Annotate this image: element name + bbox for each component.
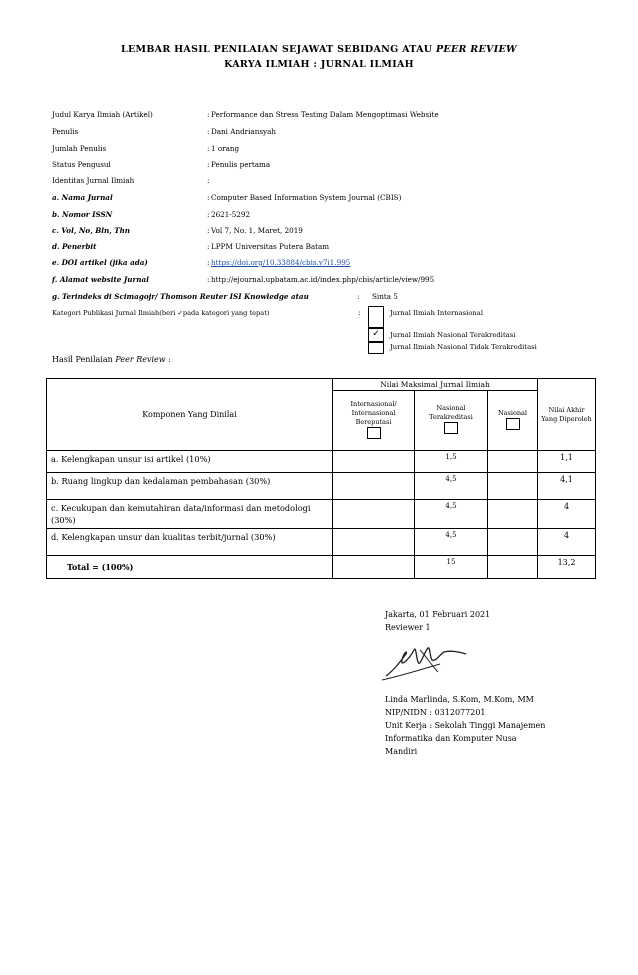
info-label: g. Terindeks di Scimagojr/ Thomson Reuter ISI Knowledge atau (52, 292, 309, 301)
kategori-sep: : (358, 308, 361, 317)
info-label: b. Nomor ISSN (52, 210, 113, 219)
signature-unit-3: Mandiri (385, 747, 418, 756)
kategori-option-0: Jurnal Ilmiah Internasional (390, 309, 484, 317)
kategori-label: Kategori Publikasi Jurnal Ilmiah(beri ✓pada kategori yang tepat) (52, 309, 270, 317)
info-value: Performance dan Stress Testing Dalam Mengoptimasi Website (211, 110, 439, 119)
nasional-cell (488, 451, 538, 473)
info-label: f. Alamat website Jurnal (52, 275, 149, 284)
total-nasional (488, 556, 538, 579)
info-label: Status Pengusul (52, 160, 111, 169)
nas-akred-header: Nasional Terakreditasi (415, 391, 488, 451)
table-body (47, 451, 596, 556)
info-sep: : (207, 110, 210, 119)
info-value: Dani Andriansyah (211, 127, 276, 136)
title-line1: LEMBAR HASIL PENILAIAN SEJAWAT SEBIDANG ATAU (121, 44, 436, 55)
internasional-cell (333, 529, 415, 556)
table-total-row (47, 556, 596, 579)
table-row (47, 451, 596, 473)
akhir-cell: 4 (538, 500, 596, 529)
document-subtitle: KARYA ILMIAH : JURNAL ILMIAH (224, 59, 414, 70)
info-sep: : (357, 292, 360, 301)
info-sep: : (207, 176, 210, 185)
info-label: Judul Karya Ilmiah (Artikel) (52, 110, 153, 119)
total-internasional (333, 556, 415, 579)
signature-image (380, 640, 475, 685)
info-sep: : (207, 144, 210, 153)
info-label: e. DOI artikel (jika ada) (52, 258, 148, 267)
info-sep: : (207, 242, 210, 251)
nas-akred-checkbox[interactable] (444, 422, 458, 434)
internasional-cell (333, 500, 415, 529)
hasil-heading: Hasil Penilaian Peer Review : (52, 355, 171, 364)
info-value: http://ejournal.upbatam.ac.id/index.php/cbis/article/view/995 (211, 275, 435, 284)
signature-place-date: Jakarta, 01 Februari 2021 (385, 610, 491, 619)
info-value: 1 orang (211, 144, 240, 153)
info-value: Vol 7, No. 1, Maret, 2019 (211, 226, 303, 235)
document-title (0, 44, 638, 55)
signature-name: Linda Marlinda, S.Kom, M.Kom, MM (385, 695, 534, 704)
info-label: c. Vol, No, Bln, Thn (52, 226, 131, 235)
info-label: Identitas Jurnal Ilmiah (52, 176, 135, 185)
akhir-cell: 1,1 (538, 451, 596, 473)
info-sep: : (207, 160, 210, 169)
info-value: Computer Based Information System Journal (CBIS) (211, 193, 402, 202)
internasional-cell (333, 473, 415, 500)
info-label: Penulis (52, 127, 79, 136)
review-table (46, 378, 596, 579)
kategori-option-2: Jurnal Ilmiah Nasional Tidak Terakreditasi (390, 343, 537, 351)
signature-unit-2: Informatika dan Komputer Nusa (385, 734, 517, 743)
akhir-cell: 4 (538, 529, 596, 556)
nas-akred-cell: 1,5 (415, 451, 488, 473)
akhir-cell: 4,1 (538, 473, 596, 500)
nasional-cell (488, 529, 538, 556)
info-sep: : (207, 127, 210, 136)
doi-link[interactable]: https://doi.org/10.33884/cbis.v7i1.995 (211, 258, 351, 267)
komponen-header: Komponen Yang Dinilai (47, 379, 333, 451)
nilai-maks-header: Nilai Maksimal Jurnal Ilmiah (333, 379, 538, 391)
info-value: Sinta 5 (372, 292, 398, 301)
info-value (211, 258, 350, 268)
total-label: Total = (100%) (47, 556, 333, 579)
info-sep: : (207, 226, 210, 235)
nasional-cell (488, 473, 538, 500)
internasional-cell (333, 451, 415, 473)
internasional-header: Internasional/ Internasional Bereputasi (333, 391, 415, 451)
komponen-cell: a. Kelengkapan unsur isi artikel (10%) (47, 451, 333, 473)
title-line1-italic: PEER REVIEW (435, 44, 517, 55)
nasional-header: Nasional (488, 391, 538, 451)
info-sep: : (207, 210, 210, 219)
nilai-akhir-header: Nilai Akhir Yang Diperoleh (538, 379, 596, 451)
kategori-option-1: Jurnal Ilmiah Nasional Terakreditasi (390, 331, 516, 339)
internasional-checkbox[interactable] (367, 427, 381, 439)
table-row (47, 473, 596, 500)
nasional-cell (488, 500, 538, 529)
nasional-checkbox[interactable] (506, 418, 520, 430)
total-akhir: 13,2 (538, 556, 596, 579)
total-nas-akred: 15 (415, 556, 488, 579)
kategori-checkbox-2[interactable] (368, 342, 384, 354)
komponen-cell: d. Kelengkapan unsur dan kualitas terbit/jurnal (30%) (47, 529, 333, 556)
info-value: Penulis pertama (211, 160, 271, 169)
info-sep: : (207, 275, 210, 284)
table-row (47, 529, 596, 556)
info-value: LPPM Universitas Putera Batam (211, 242, 330, 251)
info-sep: : (207, 193, 210, 202)
kategori-checkbox-0[interactable] (368, 306, 384, 328)
kategori-checkbox-1[interactable] (368, 328, 384, 342)
komponen-cell: b. Ruang lingkup dan kedalaman pembahasan (30%) (47, 473, 333, 500)
signature-unit-1: Unit Kerja : Sekolah Tinggi Manajemen (385, 721, 546, 730)
info-label: a. Nama Jurnal (52, 193, 113, 202)
signature-reviewer: Reviewer 1 (385, 623, 431, 632)
nas-akred-cell: 4,5 (415, 529, 488, 556)
nas-akred-cell: 4,5 (415, 500, 488, 529)
table-row (47, 500, 596, 529)
info-value: 2621-5292 (211, 210, 251, 219)
info-label: d. Penerbit (52, 242, 97, 251)
info-label: Jumlah Penulis (52, 144, 107, 153)
check-mark-icon: ✓ (372, 329, 380, 339)
nas-akred-cell: 4,5 (415, 473, 488, 500)
komponen-cell: c. Kecukupan dan kemutahiran data/informasi dan metodologi (30%) (47, 500, 333, 529)
signature-nip: NIP/NIDN : 0312077201 (385, 708, 486, 717)
info-sep: : (207, 258, 210, 267)
